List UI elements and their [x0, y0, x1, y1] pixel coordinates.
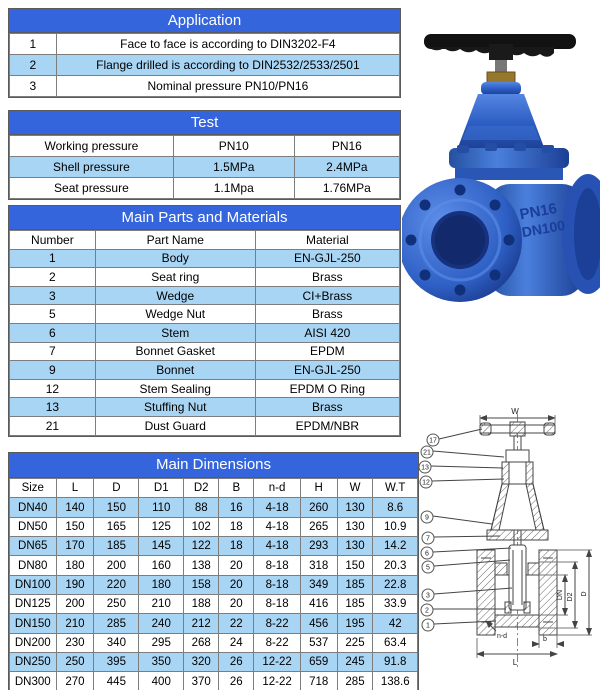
cell: 125 — [139, 517, 184, 536]
table-row — [10, 575, 418, 594]
dimensions-table — [8, 452, 419, 690]
parts-column-header-row — [10, 231, 400, 250]
cell: 8.6 — [373, 498, 418, 517]
cell: 245 — [337, 653, 373, 672]
cell: DN150 — [10, 614, 57, 633]
cell: 220 — [94, 575, 139, 594]
callout-2: 2 — [425, 607, 429, 615]
cell: 13 — [10, 398, 96, 417]
cell: 18 — [219, 517, 254, 536]
cell: 4-18 — [254, 517, 301, 536]
cell: 150 — [94, 498, 139, 517]
dim-label-d: D — [581, 591, 588, 597]
test-table-grid — [9, 135, 400, 199]
cell: 212 — [184, 614, 219, 633]
cell: 195 — [337, 614, 373, 633]
cell: 318 — [300, 556, 337, 575]
cell: CI+Brass — [255, 286, 399, 305]
cell: 200 — [56, 595, 94, 614]
cell: Brass — [255, 268, 399, 287]
cell: Stem Sealing — [95, 379, 255, 398]
cell: 9 — [10, 361, 96, 380]
cell: 8-18 — [254, 575, 301, 594]
cell: 4-18 — [254, 537, 301, 556]
valve-bonnet-flange — [449, 143, 569, 180]
dim-label-dn: DN — [557, 589, 564, 601]
cell: 170 — [56, 537, 94, 556]
cell: Seat ring — [95, 268, 255, 287]
table-row — [10, 517, 418, 536]
table-row — [10, 34, 400, 55]
callout-9: 9 — [425, 514, 429, 522]
table-row — [10, 537, 418, 556]
cell: D — [94, 479, 139, 498]
application-table — [8, 8, 401, 98]
cell: 250 — [94, 595, 139, 614]
callout-5: 5 — [426, 564, 430, 572]
cell: 8-18 — [254, 595, 301, 614]
callout-7: 7 — [426, 535, 430, 543]
application-table-grid — [9, 33, 400, 97]
cell: EPDM — [255, 342, 399, 361]
cell: 110 — [139, 498, 184, 517]
cell: 42 — [373, 614, 418, 633]
cell: DN200 — [10, 633, 57, 652]
cell: 240 — [139, 614, 184, 633]
cell: 150 — [337, 556, 373, 575]
cell: Part Name — [95, 231, 255, 250]
dimensions-table-title: Main Dimensions — [9, 453, 418, 478]
cell: 12 — [10, 379, 96, 398]
cell: 91.8 — [373, 653, 418, 672]
cell: 8-18 — [254, 556, 301, 575]
cell: Body — [95, 249, 255, 268]
cell: 130 — [337, 498, 373, 517]
table-row — [10, 286, 400, 305]
parts-table-grid — [9, 230, 400, 436]
cell: 4-18 — [254, 498, 301, 517]
cell: 268 — [184, 633, 219, 652]
cell: Brass — [255, 305, 399, 324]
table-row — [10, 268, 400, 287]
cell: 165 — [94, 517, 139, 536]
cell: Bonnet — [95, 361, 255, 380]
cell: EPDM/NBR — [255, 416, 399, 435]
callout-1: 1 — [426, 622, 430, 630]
cell: 138.6 — [373, 672, 418, 690]
cell: Face to face is according to DIN3202-F4 — [56, 34, 399, 55]
cell: 1.1Mpa — [173, 178, 294, 199]
cell: EN-GJL-250 — [255, 361, 399, 380]
callout-3: 3 — [426, 592, 430, 600]
cell: 416 — [300, 595, 337, 614]
table-row — [10, 305, 400, 324]
cell: n-d — [254, 479, 301, 498]
table-row — [10, 633, 418, 652]
cell: Brass — [255, 398, 399, 417]
cell: 230 — [56, 633, 94, 652]
cell: 20.3 — [373, 556, 418, 575]
cell: AISI 420 — [255, 323, 399, 342]
cell: 293 — [300, 537, 337, 556]
table-row — [10, 498, 418, 517]
cell: 10.9 — [373, 517, 418, 536]
table-row — [10, 157, 400, 178]
cell: 185 — [94, 537, 139, 556]
cell: 260 — [300, 498, 337, 517]
application-table-title: Application — [9, 9, 400, 33]
cell: 2.4MPa — [294, 157, 399, 178]
cell: 102 — [184, 517, 219, 536]
cell: 20 — [219, 595, 254, 614]
cell: EN-GJL-250 — [255, 249, 399, 268]
cell: 1.5MPa — [173, 157, 294, 178]
cell: 16 — [219, 498, 254, 517]
table-row — [10, 178, 400, 199]
cell: 2 — [10, 268, 96, 287]
cell: Size — [10, 479, 57, 498]
cell: 188 — [184, 595, 219, 614]
cell: 1 — [10, 34, 57, 55]
cell: 7 — [10, 342, 96, 361]
cell: PN16 — [294, 136, 399, 157]
parts-table — [8, 205, 401, 437]
cell: 718 — [300, 672, 337, 690]
cell: 185 — [337, 595, 373, 614]
cell: 320 — [184, 653, 219, 672]
drawing-callouts — [419, 434, 439, 631]
dim-label-w: W — [511, 407, 519, 416]
dim-label-d2: D2 — [567, 592, 574, 602]
cell: 22.8 — [373, 575, 418, 594]
cell: 225 — [337, 633, 373, 652]
parts-table-title: Main Parts and Materials — [9, 206, 400, 230]
cell: 445 — [94, 672, 139, 690]
table-row — [10, 398, 400, 417]
cell: 122 — [184, 537, 219, 556]
table-row — [10, 76, 400, 97]
table-row — [10, 361, 400, 380]
cell: 88 — [184, 498, 219, 517]
cell: 6 — [10, 323, 96, 342]
test-table-title: Test — [9, 111, 400, 135]
cell: 21 — [10, 416, 96, 435]
cell: 150 — [56, 517, 94, 536]
cell: 340 — [94, 633, 139, 652]
cell: DN80 — [10, 556, 57, 575]
valve-cross-section-drawing — [402, 400, 600, 690]
cell: Nominal pressure PN10/PN16 — [56, 76, 399, 97]
dim-label-l: L — [512, 658, 518, 667]
valve-bonnet — [457, 82, 545, 150]
cell: 659 — [300, 653, 337, 672]
cell: Stem — [95, 323, 255, 342]
cell: 200 — [94, 556, 139, 575]
table-row — [10, 55, 400, 76]
cell: Dust Guard — [95, 416, 255, 435]
callout-6: 6 — [425, 550, 429, 558]
valve-left-flange — [402, 178, 522, 302]
table-row — [10, 136, 400, 157]
cell: 350 — [139, 653, 184, 672]
cell: Seat pressure — [10, 178, 174, 199]
cell: 3 — [10, 76, 57, 97]
cell: 285 — [94, 614, 139, 633]
cell: Bonnet Gasket — [95, 342, 255, 361]
table-row — [10, 653, 418, 672]
cell: DN125 — [10, 595, 57, 614]
cell: W.T — [373, 479, 418, 498]
cell: Number — [10, 231, 96, 250]
test-table — [8, 110, 401, 200]
cell: 22 — [219, 614, 254, 633]
callout-13: 13 — [421, 464, 429, 472]
cell: Stuffing Nut — [95, 398, 255, 417]
cell: 295 — [139, 633, 184, 652]
cell: 158 — [184, 575, 219, 594]
cell: 18 — [219, 537, 254, 556]
cell: 370 — [184, 672, 219, 690]
cell: 456 — [300, 614, 337, 633]
cell: 26 — [219, 653, 254, 672]
cell: 20 — [219, 556, 254, 575]
cell: DN100 — [10, 575, 57, 594]
cell: DN65 — [10, 537, 57, 556]
dimensions-table-grid — [9, 478, 418, 690]
table-row — [10, 556, 418, 575]
cell: Shell pressure — [10, 157, 174, 178]
valve-photo — [402, 16, 600, 328]
cell: 400 — [139, 672, 184, 690]
cell: Working pressure — [10, 136, 174, 157]
callout-21: 21 — [423, 449, 431, 457]
cell: 160 — [139, 556, 184, 575]
table-row — [10, 379, 400, 398]
cell: 1.76MPa — [294, 178, 399, 199]
cell: DN300 — [10, 672, 57, 690]
callout-17: 17 — [429, 437, 437, 445]
cell: 180 — [139, 575, 184, 594]
cell: PN10 — [173, 136, 294, 157]
cell: 285 — [337, 672, 373, 690]
valve-handwheel — [424, 34, 576, 60]
cell: 140 — [56, 498, 94, 517]
cell: DN40 — [10, 498, 57, 517]
table-row — [10, 342, 400, 361]
cell: Wedge Nut — [95, 305, 255, 324]
cell: Material — [255, 231, 399, 250]
cell: L — [56, 479, 94, 498]
cell: Flange drilled is according to DIN2532/2533/2501 — [56, 55, 399, 76]
cell: 20 — [219, 575, 254, 594]
cell: 24 — [219, 633, 254, 652]
cell: W — [337, 479, 373, 498]
dims-column-header-row — [10, 479, 418, 498]
valve-body — [402, 174, 600, 302]
dim-label-b: b — [543, 636, 547, 643]
cell: H — [300, 479, 337, 498]
cell: 12-22 — [254, 653, 301, 672]
cell: 250 — [56, 653, 94, 672]
cell: 180 — [56, 556, 94, 575]
cell: 130 — [337, 517, 373, 536]
cast-text-dn: DN100 — [520, 216, 567, 241]
cell: 130 — [337, 537, 373, 556]
cell: 8-22 — [254, 633, 301, 652]
cell: 8-22 — [254, 614, 301, 633]
cell: DN250 — [10, 653, 57, 672]
cell: 33.9 — [373, 595, 418, 614]
cell: 3 — [10, 286, 96, 305]
cell: D2 — [184, 479, 219, 498]
cell: 2 — [10, 55, 57, 76]
dim-label-nd: n-d — [496, 633, 508, 640]
table-row — [10, 249, 400, 268]
cell: 26 — [219, 672, 254, 690]
cell: 185 — [337, 575, 373, 594]
cell: 12-22 — [254, 672, 301, 690]
callout-12: 12 — [422, 479, 430, 487]
cell: 14.2 — [373, 537, 418, 556]
cell: 349 — [300, 575, 337, 594]
cell: DN50 — [10, 517, 57, 536]
cell: Wedge — [95, 286, 255, 305]
cell: 395 — [94, 653, 139, 672]
cell: 190 — [56, 575, 94, 594]
cell: 5 — [10, 305, 96, 324]
cell: D1 — [139, 479, 184, 498]
table-row — [10, 672, 418, 690]
table-row — [10, 416, 400, 435]
cell: 145 — [139, 537, 184, 556]
cast-text-pn: PN16 — [518, 200, 559, 224]
cell: 270 — [56, 672, 94, 690]
table-row — [10, 595, 418, 614]
cell: EPDM O Ring — [255, 379, 399, 398]
cell: 210 — [139, 595, 184, 614]
cell: 210 — [56, 614, 94, 633]
cell: 537 — [300, 633, 337, 652]
table-row — [10, 323, 400, 342]
cell: 63.4 — [373, 633, 418, 652]
table-row — [10, 614, 418, 633]
cell: 138 — [184, 556, 219, 575]
cell: 265 — [300, 517, 337, 536]
cell: 1 — [10, 249, 96, 268]
cell: B — [219, 479, 254, 498]
